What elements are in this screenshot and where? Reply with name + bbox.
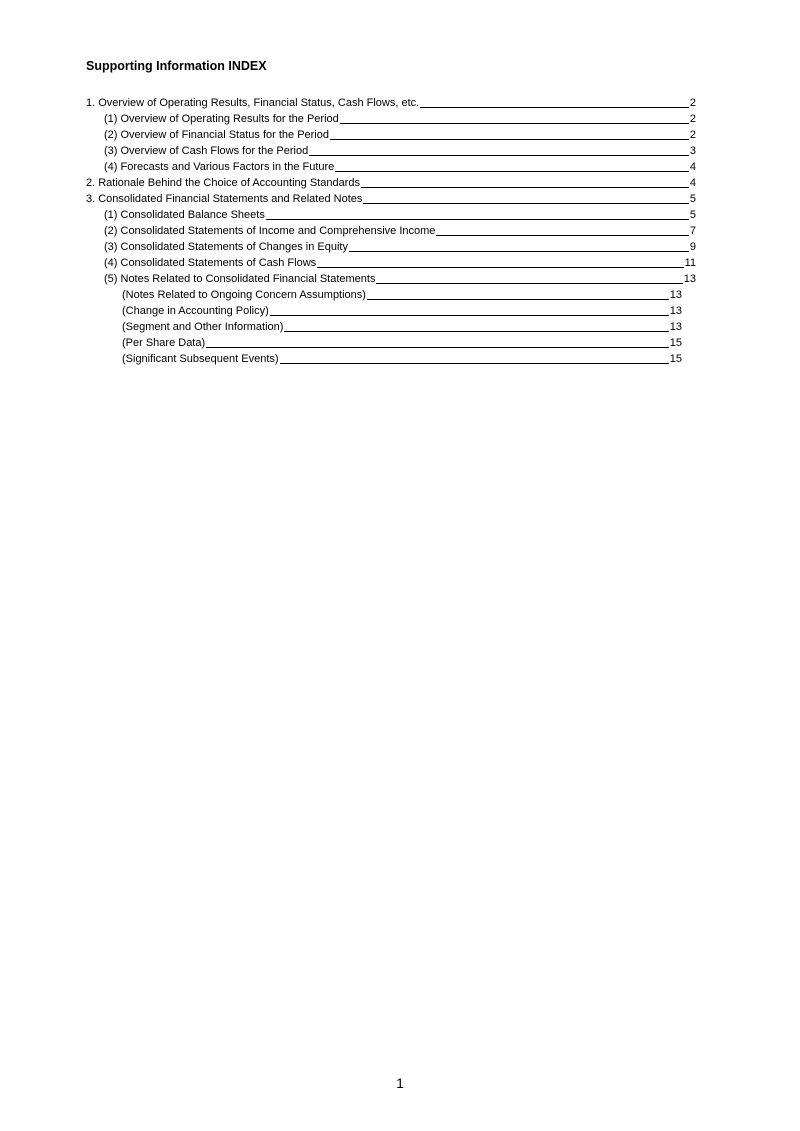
toc-leader-line [206, 347, 669, 348]
toc-leader-line [436, 235, 688, 236]
toc-entry-page: 15 [669, 353, 682, 365]
toc-entry-page: 13 [683, 273, 696, 285]
toc-entry-label: (Per Share Data) [122, 337, 206, 349]
toc-entry-label: (1) Consolidated Balance Sheets [104, 209, 265, 221]
toc-entry-label: (4) Consolidated Statements of Cash Flows [104, 257, 317, 269]
toc-entry-label: (4) Forecasts and Various Factors in the Future [104, 161, 335, 173]
toc-entry-label: (Change in Accounting Policy) [122, 305, 269, 317]
toc-leader-line [309, 155, 689, 156]
toc-leader-line [361, 187, 689, 188]
toc-entry[interactable] [86, 238, 696, 254]
toc-entry-label: (5) Notes Related to Consolidated Financial Statements [104, 273, 376, 285]
toc-entry-page: 11 [684, 257, 696, 269]
toc-entry[interactable] [86, 254, 696, 270]
toc-entry-page: 9 [689, 241, 696, 253]
toc-leader-line [330, 139, 689, 140]
toc-entry-label: (3) Consolidated Statements of Changes in Equity [104, 241, 348, 253]
toc-entry[interactable] [86, 334, 682, 350]
toc-entry[interactable] [86, 110, 696, 126]
toc-entry[interactable] [86, 206, 696, 222]
toc-entry[interactable] [86, 142, 696, 158]
toc-entry-page: 7 [689, 225, 696, 237]
toc-entry-page: 2 [689, 113, 696, 125]
toc-entry-page: 15 [669, 337, 682, 349]
toc-entry[interactable] [86, 158, 696, 174]
toc-entry-label: 3. Consolidated Financial Statements and Related Notes [86, 193, 363, 205]
toc-leader-line [376, 283, 682, 284]
toc-entry[interactable] [86, 94, 696, 110]
page-title: Supporting Information INDEX [86, 59, 267, 73]
toc-entry-page: 5 [689, 209, 696, 221]
toc-leader-line [367, 299, 669, 300]
toc-entry[interactable] [86, 302, 682, 318]
toc-entry-page: 3 [689, 145, 696, 157]
toc-leader-line [284, 331, 668, 332]
toc-leader-line [335, 171, 689, 172]
page-number: 1 [396, 1075, 404, 1091]
toc-leader-line [349, 251, 689, 252]
toc-entry[interactable] [86, 350, 682, 366]
toc-entry-label: (3) Overview of Cash Flows for the Period [104, 145, 309, 157]
toc-entry-page: 4 [689, 161, 696, 173]
toc-leader-line [270, 315, 669, 316]
toc-entry-label: (Notes Related to Ongoing Concern Assumptions) [122, 289, 366, 301]
toc-entry-label: 2. Rationale Behind the Choice of Accounting Standards [86, 177, 360, 189]
toc-leader-line [317, 267, 683, 268]
toc-entry-page: 13 [669, 305, 682, 317]
toc-entry-page: 4 [689, 177, 696, 189]
toc-entry-page: 13 [669, 321, 682, 333]
toc-entry-page: 5 [689, 193, 696, 205]
toc-entry-label: (Significant Subsequent Events) [122, 353, 279, 365]
toc-entry[interactable] [86, 174, 696, 190]
toc-entry-label: 1. Overview of Operating Results, Financial Status, Cash Flows, etc. [86, 97, 420, 109]
toc-entry[interactable] [86, 318, 682, 334]
table-of-contents [86, 94, 696, 366]
toc-entry-page: 13 [669, 289, 682, 301]
toc-entry-label: (2) Overview of Financial Status for the Period [104, 129, 329, 141]
toc-entry[interactable] [86, 222, 696, 238]
toc-entry[interactable] [86, 286, 682, 302]
toc-entry[interactable] [86, 126, 696, 142]
toc-entry-label: (Segment and Other Information) [122, 321, 284, 333]
toc-entry-label: (2) Consolidated Statements of Income and Comprehensive Income [104, 225, 436, 237]
toc-entry-label: (1) Overview of Operating Results for the Period [104, 113, 339, 125]
toc-leader-line [340, 123, 689, 124]
toc-leader-line [280, 363, 669, 364]
toc-entry[interactable] [86, 190, 696, 206]
toc-leader-line [266, 219, 689, 220]
toc-entry[interactable] [86, 270, 696, 286]
toc-entry-page: 2 [689, 129, 696, 141]
toc-entry-page: 2 [689, 97, 696, 109]
toc-leader-line [363, 203, 688, 204]
toc-leader-line [420, 107, 689, 108]
